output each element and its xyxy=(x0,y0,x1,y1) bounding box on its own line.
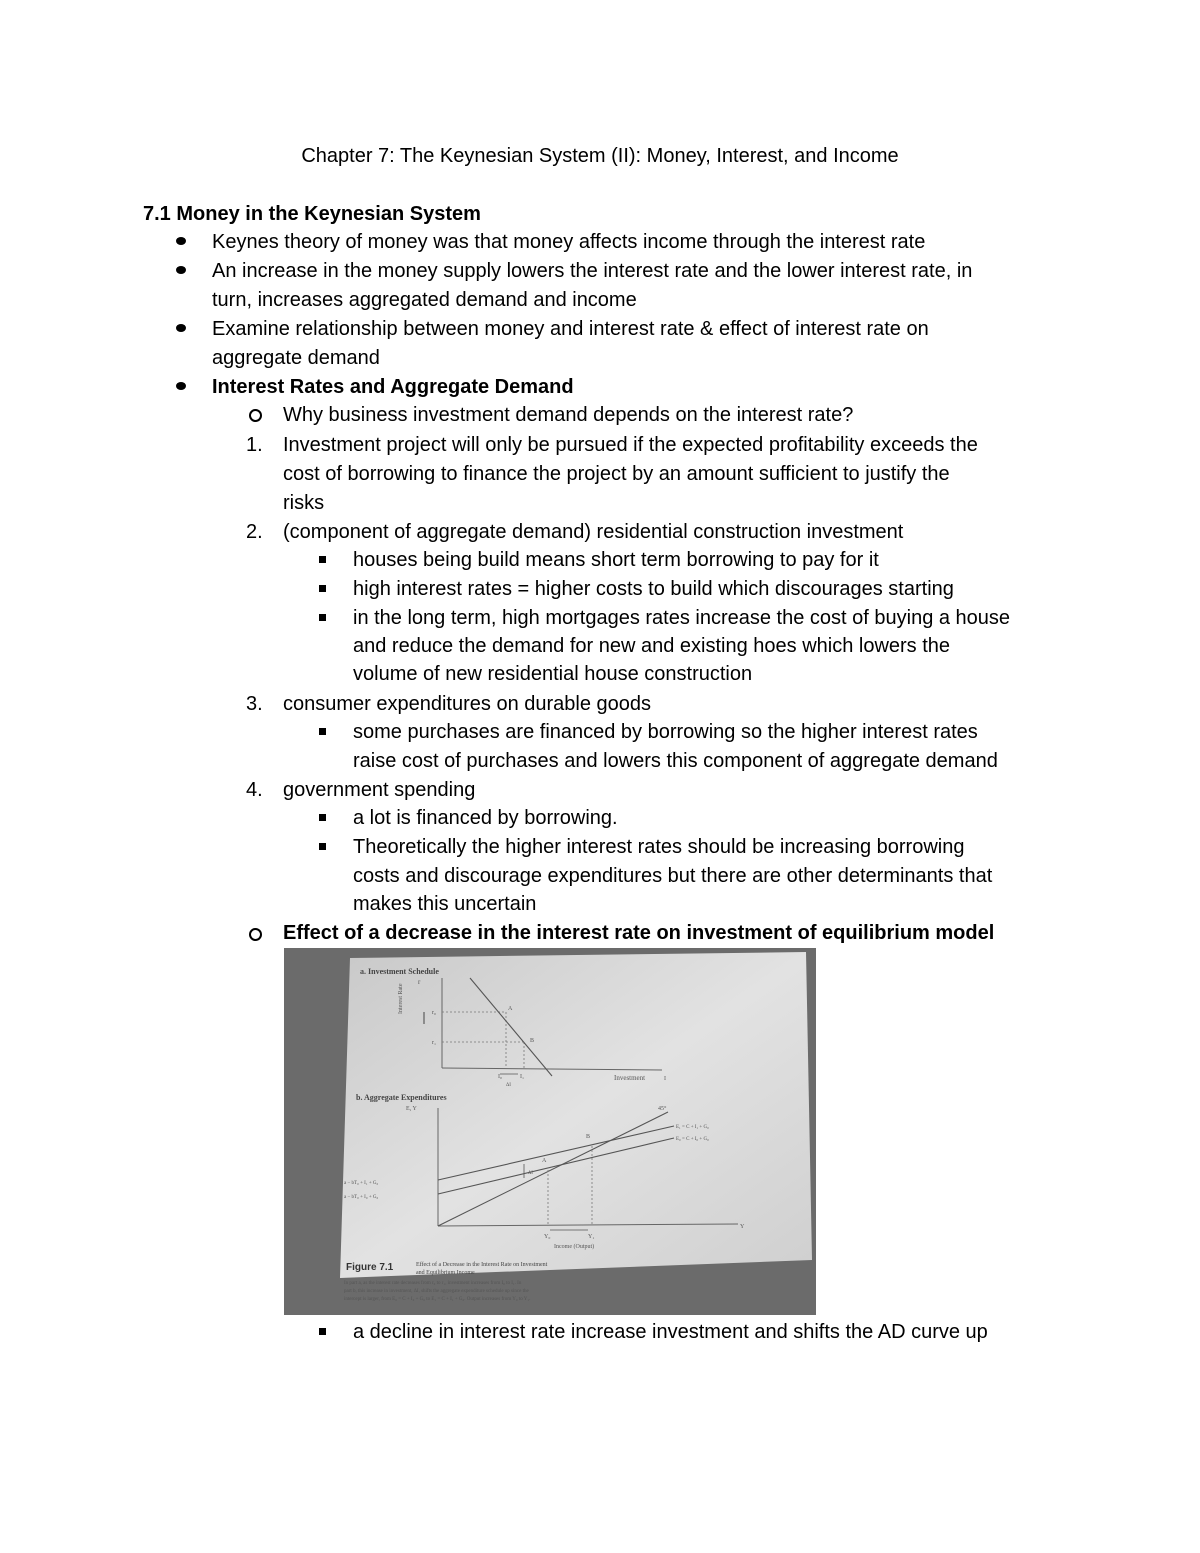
figure-caption-title-2: and Equilibrium Income xyxy=(416,1270,475,1276)
circle-bullet xyxy=(249,928,262,941)
panel-a-axis-r: r xyxy=(418,978,421,986)
panel-b-ylabel: E, Y xyxy=(406,1106,417,1112)
panel-b-45-label: 45° xyxy=(658,1106,667,1112)
figure-caption-title-1: Effect of a Decrease in the Interest Rate on Investment xyxy=(416,1262,548,1268)
panel-a-axis-i: I xyxy=(664,1076,666,1082)
panel-a-ylabel: Interest Rate xyxy=(398,983,404,1014)
numbered-2-sub-3-line-1: in the long term, high mortgages rates increase the cost of buying a house xyxy=(353,607,1011,629)
final-bullet-text: a decline in interest rate increase investment and shifts the AD curve up xyxy=(353,1321,988,1343)
bullet-3-line-2: aggregate demand xyxy=(212,347,380,369)
panel-b-xlabel: Income (Output) xyxy=(554,1244,595,1250)
panel-b-intercept-1: a − bT₀ + I₁ + G₀ xyxy=(344,1181,379,1186)
bullet-1-line-1: Keynes theory of money was that money affects income through the interest rate xyxy=(212,231,926,253)
numbered-2-sub-2: high interest rates = higher costs to build which discourages starting xyxy=(353,578,954,600)
chapter-title: Chapter 7: The Keynesian System (II): Money, Interest, and Income xyxy=(301,145,899,167)
bullet-dot xyxy=(176,237,186,245)
number-marker-4: 4. xyxy=(246,779,263,801)
panel-a-delta-i: ΔI xyxy=(506,1083,511,1088)
panel-a-point-a: A xyxy=(508,1006,513,1012)
numbered-2-sub-3-line-3: volume of new residential house construction xyxy=(353,663,753,685)
panel-a-point-b: B xyxy=(530,1038,535,1044)
numbered-1-line-2: cost of borrowing to finance the project by an amount sufficient to justify the xyxy=(283,463,950,485)
panel-a-i1: I₁ xyxy=(520,1074,525,1080)
question-line: Why business investment demand depends on the interest rate? xyxy=(283,404,854,426)
bullet-2-line-2: turn, increases aggregated demand and income xyxy=(212,289,637,311)
panel-b-axis-y: Y xyxy=(740,1224,745,1230)
panel-a-xlabel: Investment xyxy=(614,1074,646,1082)
numbered-4-sub-2-line-1: Theoretically the higher interest rates should be increasing borrowing xyxy=(353,836,965,858)
panel-a-title: a. Investment Schedule xyxy=(360,967,439,976)
numbered-3-sub-1-line-1: some purchases are financed by borrowing so the higher interest rates xyxy=(353,721,978,743)
figure-drawing xyxy=(284,948,816,1315)
panel-b-delta-i: ΔI xyxy=(528,1171,533,1176)
square-bullet xyxy=(319,1328,326,1335)
figure-caption-body-2: part b, this increase in investment, ΔI, shifts the aggregate expenditure schedule up since the xyxy=(344,1289,529,1294)
subheading-interest-rates: Interest Rates and Aggregate Demand xyxy=(212,376,574,398)
panel-b-e1-label: E₁ = C + I₁ + G₀ xyxy=(676,1125,709,1130)
number-marker-1: 1. xyxy=(246,434,263,456)
numbered-2-line-1: (component of aggregate demand) residential construction investment xyxy=(283,521,904,543)
bullet-3-line-1: Examine relationship between money and interest rate & effect of interest rate on xyxy=(212,318,929,340)
section-heading: 7.1 Money in the Keynesian System xyxy=(143,203,481,225)
bullet-dot xyxy=(176,324,186,332)
numbered-4-line-1: government spending xyxy=(283,779,476,801)
panel-b-y0: Y₀ xyxy=(544,1234,551,1240)
figure-caption-label: Figure 7.1 xyxy=(346,1262,394,1273)
numbered-4-sub-1: a lot is financed by borrowing. xyxy=(353,807,618,829)
bullet-dot xyxy=(176,382,186,390)
panel-b-intercept-0: a − bT₀ + I₀ + G₀ xyxy=(344,1195,379,1200)
bullet-2-line-1: An increase in the money supply lowers the interest rate and the lower interest rate, in xyxy=(212,260,973,282)
panel-a-i0: I₀ xyxy=(498,1074,503,1080)
number-marker-3: 3. xyxy=(246,693,263,715)
panel-b-point-b: B xyxy=(586,1134,591,1140)
square-bullet xyxy=(319,814,326,821)
effect-heading: Effect of a decrease in the interest rate on investment of equilibrium model xyxy=(283,922,995,944)
numbered-4-sub-2-line-2: costs and discourage expenditures but there are other determinants that xyxy=(353,865,993,887)
square-bullet xyxy=(319,843,326,850)
numbered-2-sub-1: houses being build means short term borrowing to pay for it xyxy=(353,549,879,571)
numbered-2-sub-3-line-2: and reduce the demand for new and existing hoes which lowers the xyxy=(353,635,951,657)
panel-b-title: b. Aggregate Expenditures xyxy=(356,1093,447,1102)
numbered-3-sub-1-line-2: raise cost of purchases and lowers this component of aggregate demand xyxy=(353,750,998,772)
numbered-1-line-1: Investment project will only be pursued if the expected profitability exceeds the xyxy=(283,434,978,456)
panel-a-r0: r₀ xyxy=(432,1010,437,1016)
numbered-1-line-3: risks xyxy=(283,492,325,514)
square-bullet xyxy=(319,728,326,735)
square-bullet xyxy=(319,585,326,592)
panel-b-point-a: A xyxy=(542,1158,547,1164)
figure-caption-body-1: In part a, as the interest rate decreases from r₀ to r₁, investment increases from I₀ to I₁. In xyxy=(344,1281,522,1286)
numbered-3-line-1: consumer expenditures on durable goods xyxy=(283,693,652,715)
panel-a-r1: r₁ xyxy=(432,1040,437,1046)
square-bullet xyxy=(319,614,326,621)
panel-b-e0-label: E₀ = C + I₀ + G₀ xyxy=(676,1137,709,1142)
panel-b-y1: Y₁ xyxy=(588,1234,595,1240)
numbered-4-sub-2-line-3: makes this uncertain xyxy=(353,893,537,915)
circle-bullet xyxy=(249,409,262,422)
bullet-dot xyxy=(176,266,186,274)
number-marker-2: 2. xyxy=(246,521,263,543)
textbook-figure-photo xyxy=(284,948,816,1315)
figure-caption-body-3: intercept is larger, from E₀ = C + I₀ + G₀ to E₁ = C + I₁ + G₀. Output increases from Y₀ to Y₁. xyxy=(344,1297,531,1302)
square-bullet xyxy=(319,556,326,563)
